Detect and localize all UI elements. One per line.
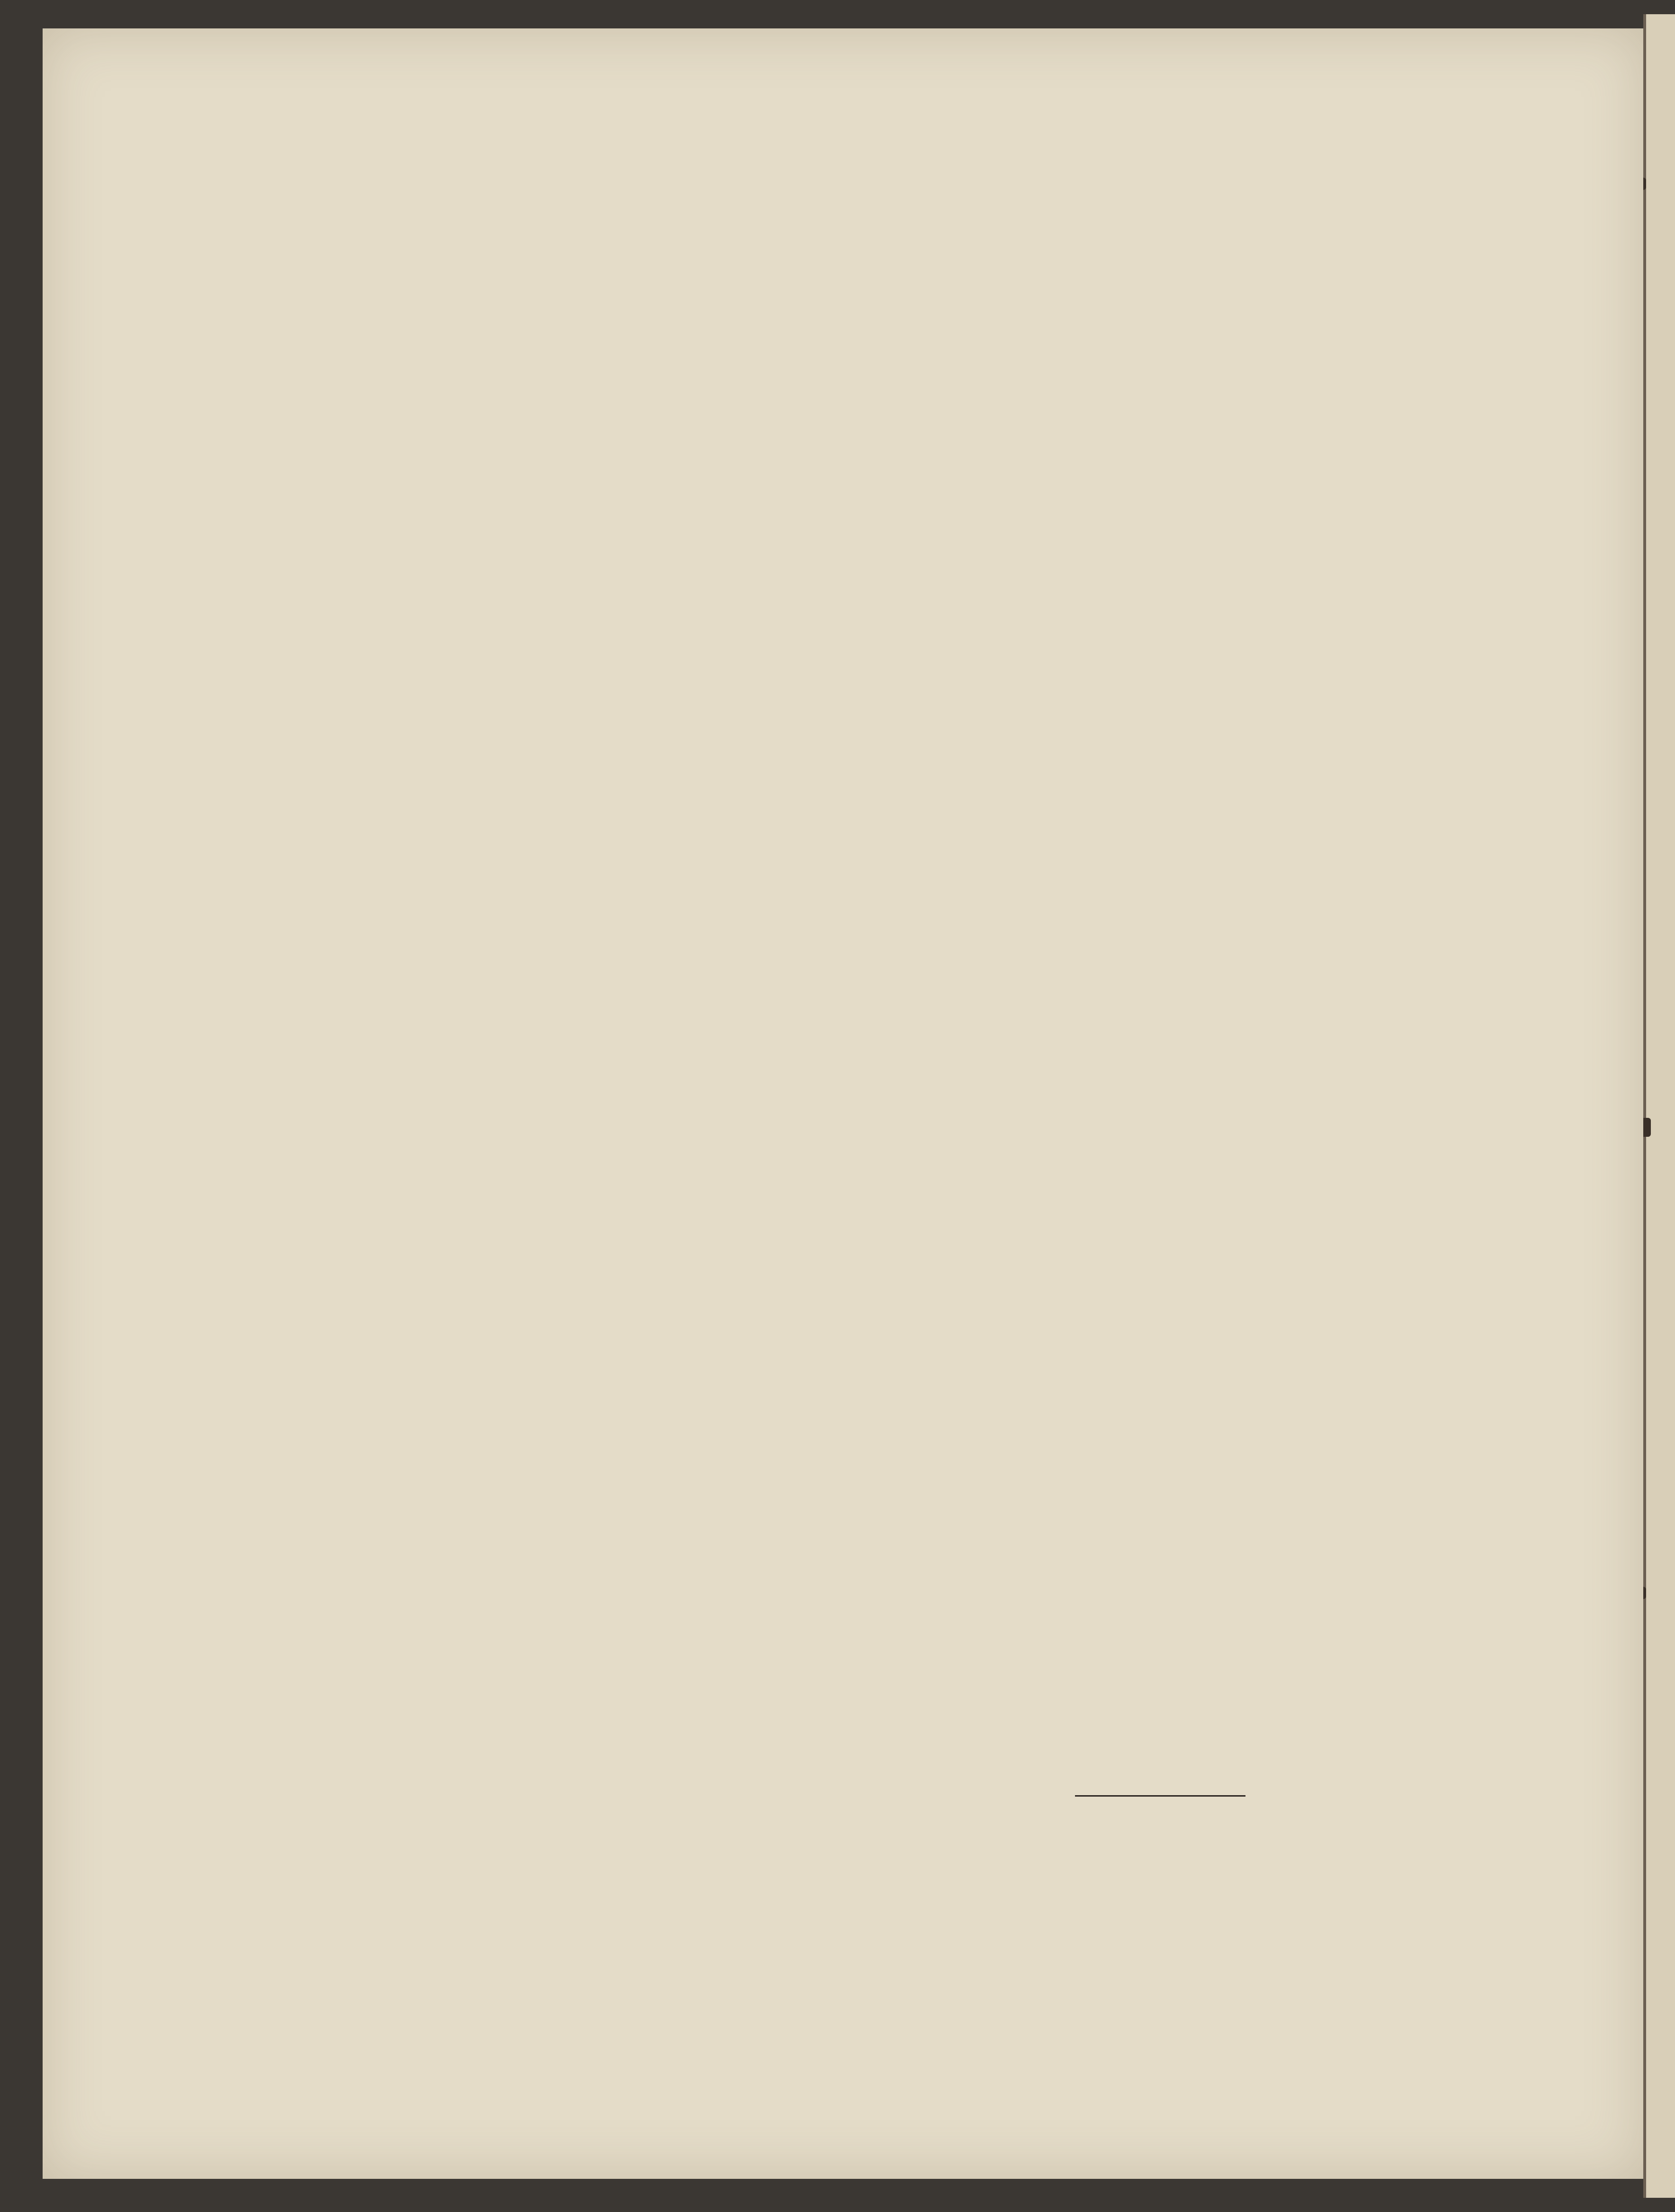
left-column (189, 251, 829, 263)
right-column (867, 263, 1501, 270)
next-page-edge (1643, 14, 1675, 2198)
penmanship-drill-28 (161, 1440, 1501, 1549)
penmanship-drill-25 (161, 786, 1501, 1052)
article-left-column (189, 1644, 805, 1645)
penmanship-drill-27 (161, 1269, 1501, 1383)
penmanship-drill-26 (161, 1089, 1501, 1241)
article-right-column (838, 1584, 1482, 1585)
divider (1075, 1795, 1245, 1797)
